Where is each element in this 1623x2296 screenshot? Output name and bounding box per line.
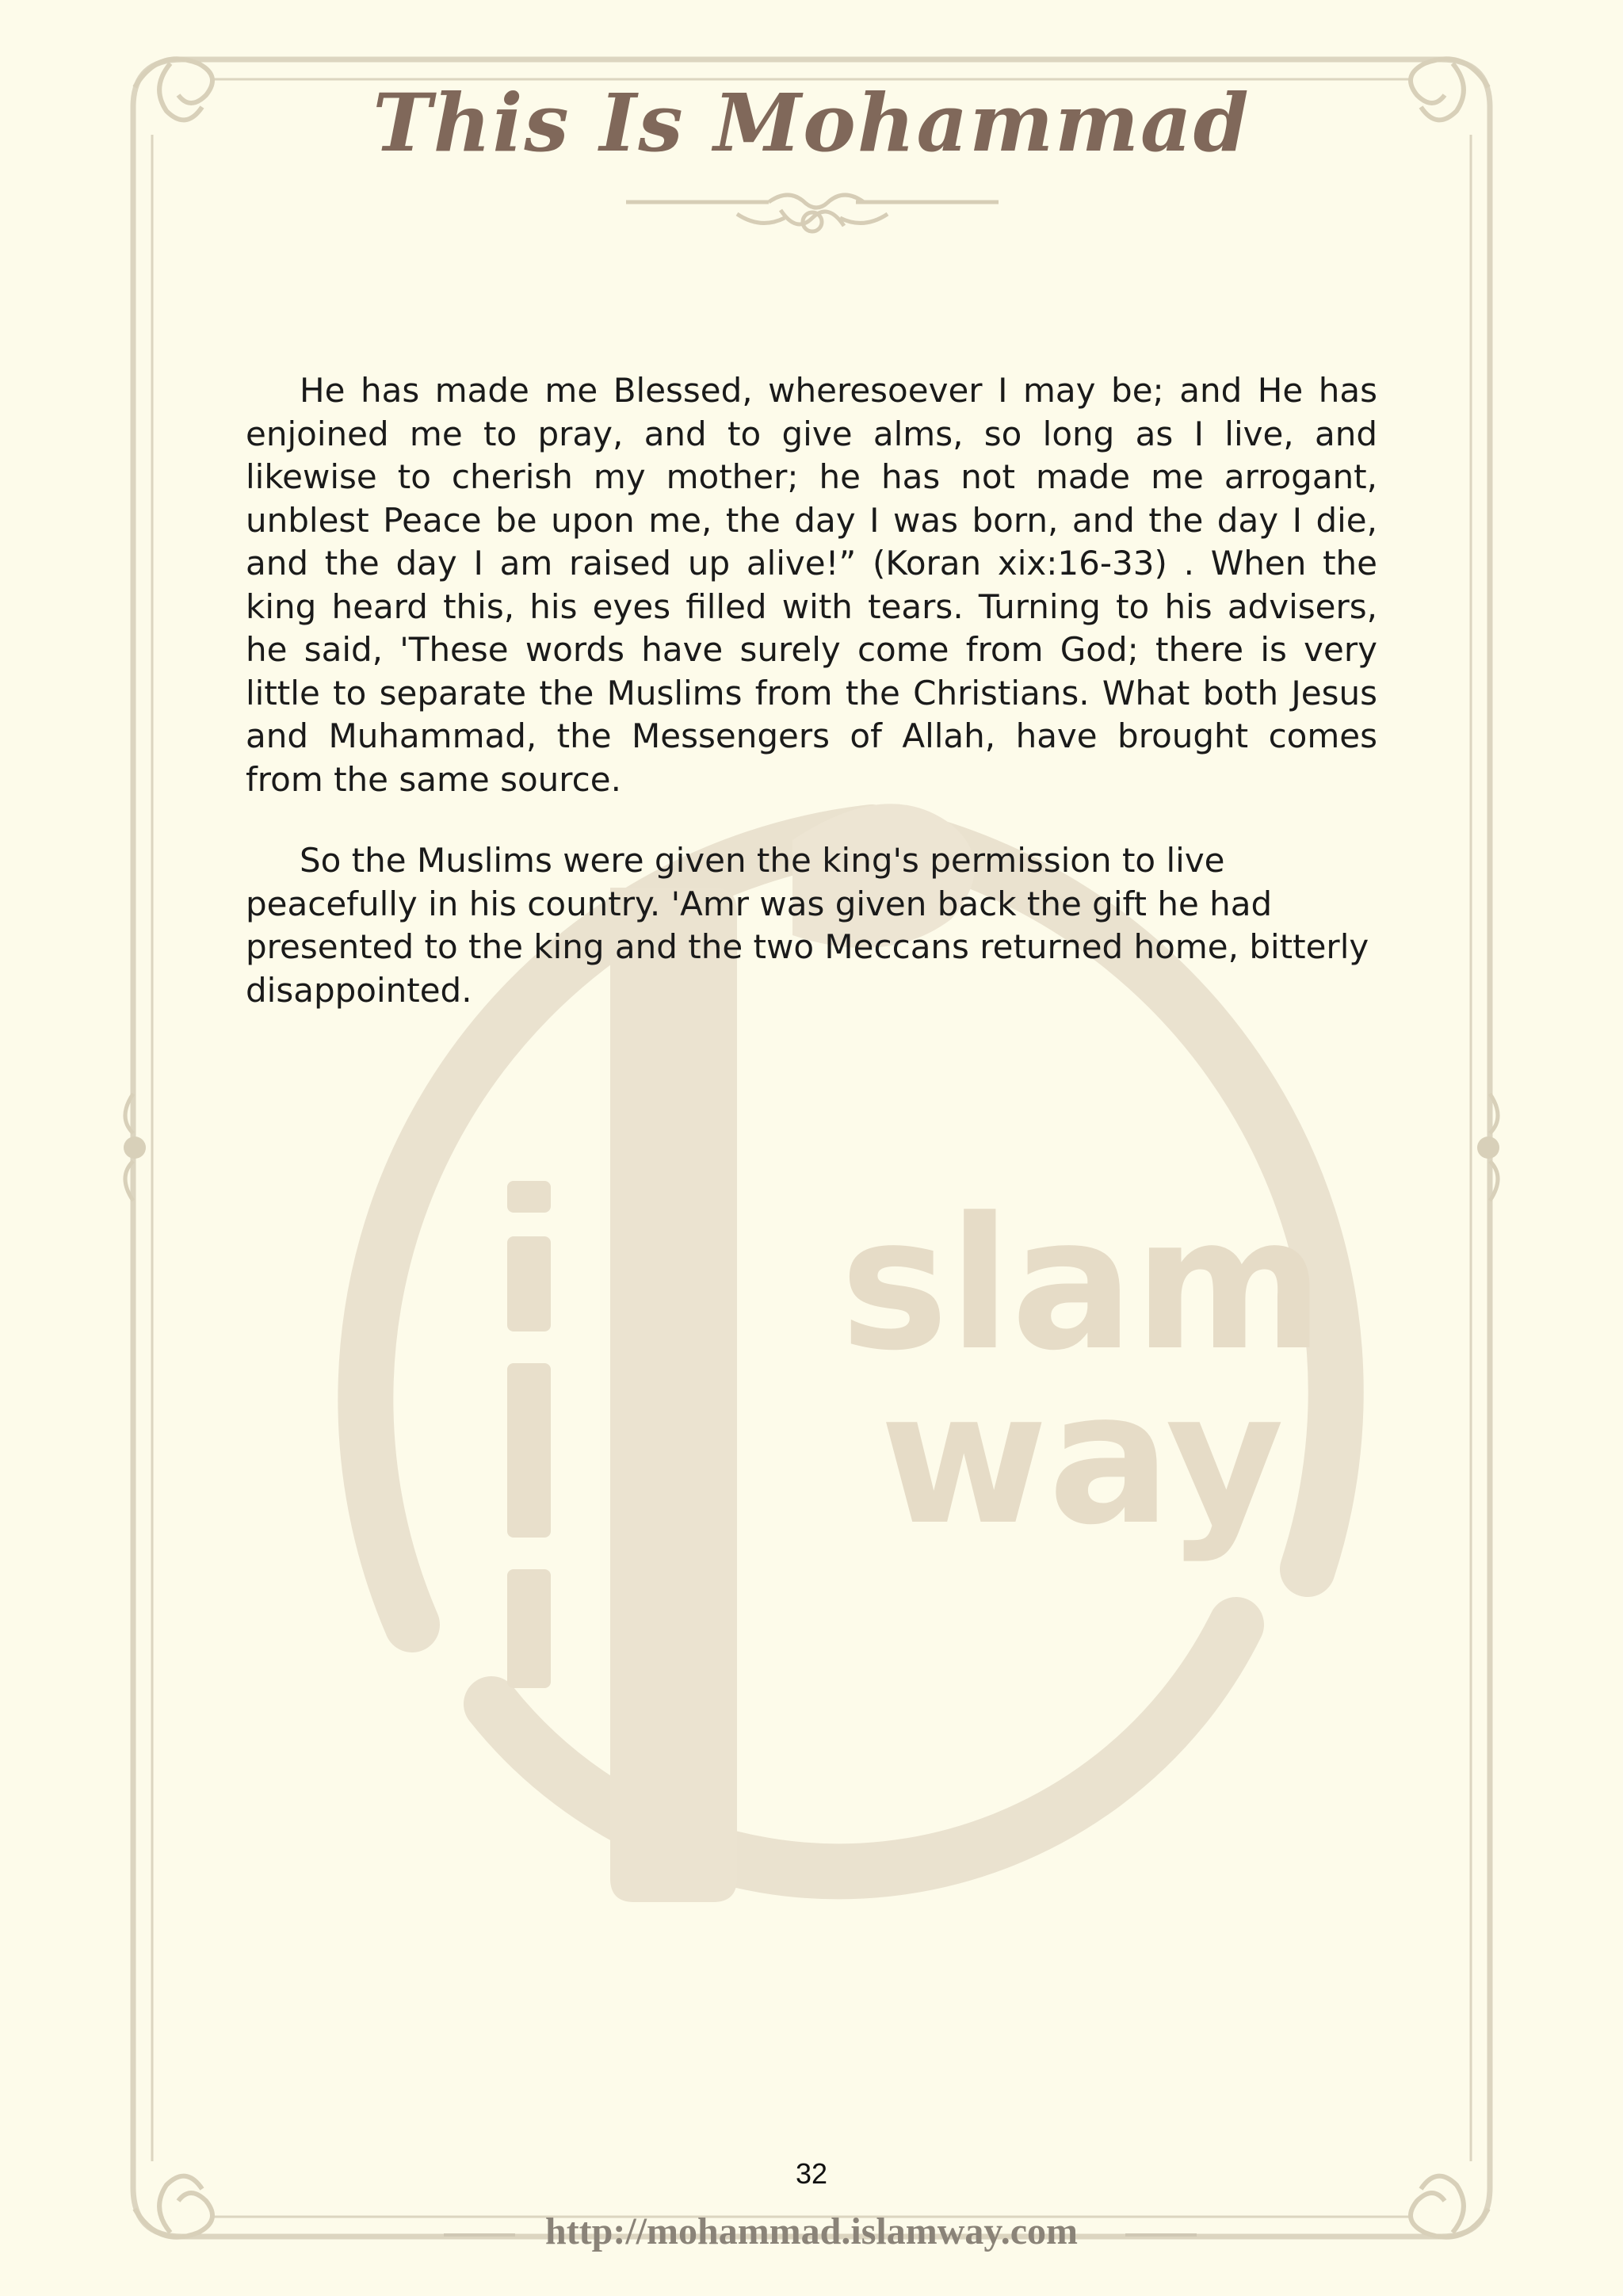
watermark-text-way: way [880,1354,1285,1565]
body-paragraph-2: So the Muslims were given the king's permission to live peacefully in his country. 'Amr was given back the gift he had presented to the king and the two Meccans returned home, bitterly disappointed. [246,841,1369,1010]
footer-url: http://mohammad.islamway.com [545,2210,1078,2252]
body-paragraph-1: He has made me Blessed, wheresoever I may be; and He has enjoined me to pray, and to give alms, so long as I live, and likewise to cherish my mother; he has not made me arrogant, unblest Peace be upon me, the day I was born, and the day I die, and the day I am raised up alive!” (Koran xix:16-33) . When the king heard this, his eyes filled with tears. Turning to his advisers, he said, 'These words have surely come from God; there is very little to separate the Muslims from the Christians. What both Jesus and Muhammad, the Messengers of Allah, have brought comes from the same source. [246,371,1377,799]
header-ornament-icon [618,186,1006,242]
page-number: 32 [795,2157,828,2190]
page-body-text [246,369,1377,1012]
page-header-title: This Is Mohammad [372,76,1251,170]
watermark-text-slam: slam [840,1179,1324,1391]
